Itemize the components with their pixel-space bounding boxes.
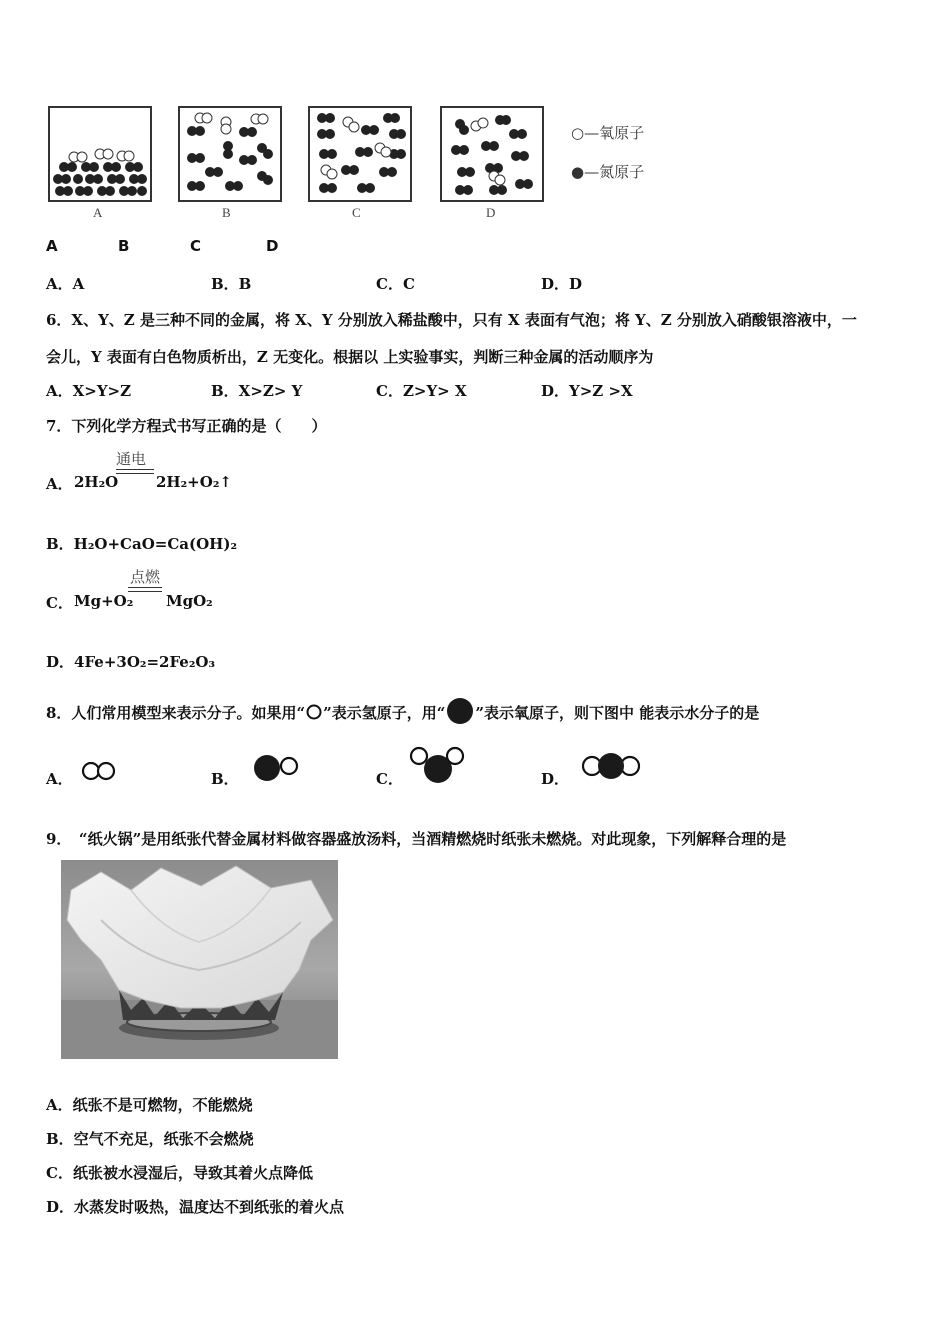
q7-c-right: MgO₂	[166, 592, 213, 610]
particle-box-b-label: B	[222, 205, 231, 220]
q6-stem-line1: 6．X、Y、Z 是三种不同的金属，将 X、Y 分别放入稀盐酸中，只有 X 表面有气泡；将 Y、Z 分别放入硝酸银溶液中，一	[46, 311, 857, 329]
q8-stem-part3: ”表示氧原子，则下图中 能表示水分子的是	[475, 704, 760, 722]
particle-box-c	[308, 106, 412, 202]
q5-option-a[interactable]: A．A	[46, 275, 85, 293]
q8-option-c[interactable]	[376, 745, 496, 791]
q8-stem-part2: ”表示氢原子，用“	[323, 704, 446, 722]
q7-c-label: C．	[46, 594, 73, 612]
q7-c-condition: 点燃	[130, 568, 161, 586]
q5-row-label-c: C	[190, 237, 202, 255]
oh-molecule-icon	[251, 752, 305, 784]
q7-a-right: 2H₂+O₂↑	[156, 473, 232, 491]
q6-option-a[interactable]: A．X>Y>Z	[46, 382, 132, 400]
q7-a-label: A．	[46, 475, 73, 493]
particle-box-b	[178, 106, 282, 202]
q7-option-a[interactable]	[46, 448, 266, 493]
linear-molecule-icon	[579, 750, 643, 782]
q5-option-b[interactable]: B．B	[211, 275, 252, 293]
q7-a-condition: 通电	[116, 450, 147, 468]
legend-nitrogen: ●—氮原子	[571, 163, 645, 181]
particle-box-a-label: A	[93, 205, 103, 220]
q7-option-d[interactable]: D．4Fe+3O₂=2Fe₂O₃	[46, 653, 216, 671]
q8-d-label: D．	[541, 770, 570, 788]
q9-option-a[interactable]: A．纸张不是可燃物，不能燃烧	[46, 1096, 253, 1114]
q9-option-c[interactable]: C．纸张被水浸湿后，导致其着火点降低	[46, 1164, 313, 1182]
paper-hotpot-photo	[61, 860, 338, 1059]
q8-option-b[interactable]	[211, 752, 331, 792]
h2o-bent-molecule-icon	[408, 745, 468, 787]
q7-c-double-line	[128, 587, 162, 592]
particle-box-d	[440, 106, 544, 202]
particle-box-d-label: D	[486, 205, 496, 220]
hydrogen-atom-icon	[305, 703, 323, 721]
q7-option-b[interactable]: B．H₂O+CaO=Ca(OH)₂	[46, 535, 238, 553]
particle-box-b-drawing	[180, 108, 280, 200]
q5-row-label-b: B	[118, 237, 130, 255]
q8-stem	[46, 696, 759, 726]
q8-c-label: C．	[376, 770, 403, 788]
h2-molecule-icon	[80, 760, 120, 782]
q7-a-double-line	[116, 469, 154, 474]
particle-box-c-label: C	[352, 205, 361, 220]
particle-box-a-drawing	[50, 108, 150, 200]
q5-row-label-d: D	[266, 237, 279, 255]
q9-option-d[interactable]: D．水蒸发时吸热，温度达不到纸张的着火点	[46, 1198, 345, 1216]
q8-a-label: A．	[46, 770, 73, 788]
q6-option-d[interactable]: D．Y>Z >X	[541, 382, 633, 400]
q5-option-c[interactable]: C．C	[376, 275, 415, 293]
oxygen-atom-icon	[445, 696, 475, 726]
q9-option-b[interactable]: B．空气不充足，纸张不会燃烧	[46, 1130, 254, 1148]
q8-option-d[interactable]	[541, 750, 661, 790]
q7-c-left: Mg+O₂	[74, 592, 134, 610]
q9-stem: 9． “纸火锅”是用纸张代替金属材料做容器盛放汤料，当酒精燃烧时纸张未燃烧。对此现象，下列解释合理的是	[46, 830, 787, 848]
q7-stem: 7．下列化学方程式书写正确的是（ ）	[46, 417, 327, 435]
q6-option-b[interactable]: B．X>Z> Y	[211, 382, 303, 400]
paper-hotpot-image	[61, 860, 338, 1059]
q7-option-c[interactable]	[46, 566, 266, 612]
q5-row-label-a: A	[46, 237, 58, 255]
q8-option-a[interactable]	[46, 752, 166, 792]
particle-box-a	[48, 106, 152, 202]
q7-a-left: 2H₂O	[74, 473, 119, 491]
legend-oxygen: ○—氧原子	[571, 124, 645, 142]
q5-option-d[interactable]: D．D	[541, 275, 583, 293]
q6-stem-line2: 会儿，Y 表面有白色物质析出，Z 无变化。根据以 上实验事实，判断三种金属的活动顺序为	[46, 348, 654, 366]
particle-box-d-drawing	[442, 108, 542, 200]
q6-option-c[interactable]: C．Z>Y> X	[376, 382, 467, 400]
q8-stem-part1: 8．人们常用模型来表示分子。如果用“	[46, 704, 306, 722]
particle-box-c-drawing	[310, 108, 410, 200]
q8-b-label: B．	[211, 770, 239, 788]
